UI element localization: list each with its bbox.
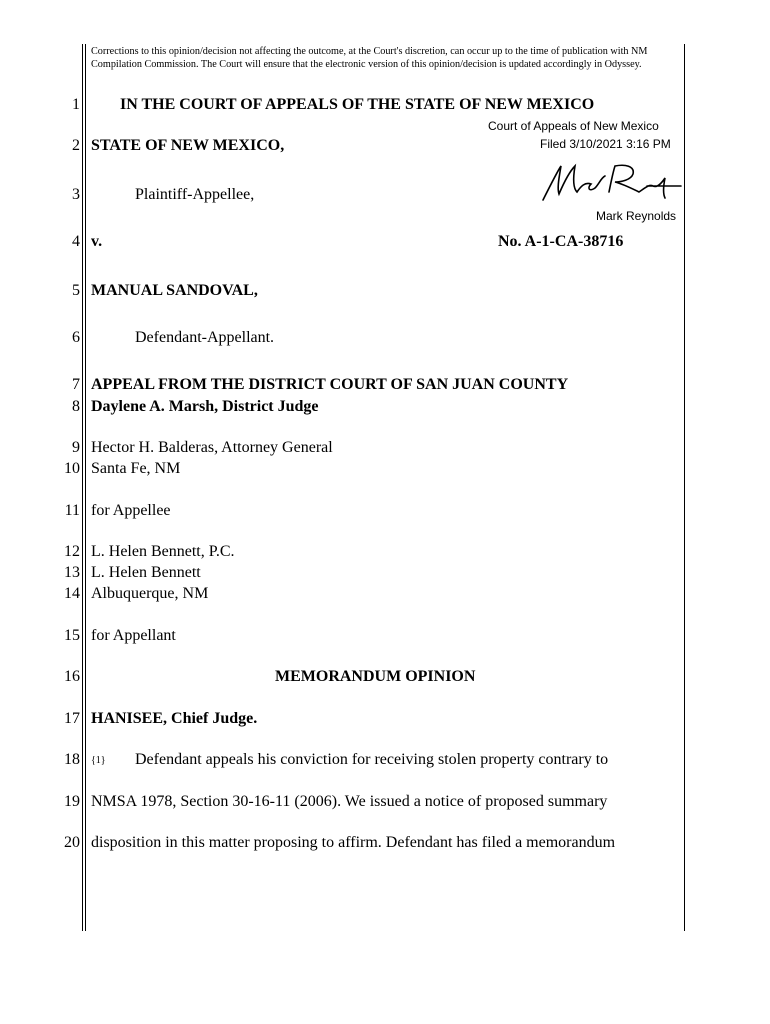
appellant-counsel-name: L. Helen Bennett <box>91 564 201 581</box>
opinion-author: HANISEE, Chief Judge. <box>91 710 258 727</box>
line-number: 3 <box>72 186 80 203</box>
line-number: 14 <box>64 585 80 602</box>
corrections-notice: Corrections to this opinion/decision not affecting the outcome, at the Court's discretion, can occur up to the time of publication with NM Compilation Commission. The Court will ensure that the electronic version of this opinion/decision is updated accordingly in Odyssey. <box>91 46 648 70</box>
body-line-20: disposition in this matter proposing to affirm. Defendant has filed a memorandum <box>91 834 616 851</box>
left-margin-rule-outer <box>82 44 83 931</box>
body-line-19: NMSA 1978, Section 30-16-11 (2006). We issued a notice of proposed summary <box>91 793 608 810</box>
left-margin-rule-inner <box>85 44 86 931</box>
line-number: 11 <box>64 502 80 519</box>
appeal-heading: APPEAL FROM THE DISTRICT COURT OF SAN JUAN COUNTY <box>91 376 569 393</box>
plaintiff-role: Plaintiff-Appellee, <box>135 186 255 203</box>
paragraph-marker: {1} <box>91 755 106 766</box>
appellee-counsel-name: Hector H. Balderas, Attorney General <box>91 439 333 456</box>
appellee-label: for Appellee <box>91 502 171 519</box>
appellant-label: for Appellant <box>91 627 176 644</box>
line-number: 12 <box>64 543 80 560</box>
case-number: No. A-1-CA-38716 <box>498 233 624 250</box>
opinion-title: MEMORANDUM OPINION <box>275 668 476 685</box>
district-judge: Daylene A. Marsh, District Judge <box>91 398 319 415</box>
appellant-counsel-firm: L. Helen Bennett, P.C. <box>91 543 235 560</box>
line-number: 6 <box>72 329 80 346</box>
line-number: 2 <box>72 137 80 154</box>
line-number: 1 <box>72 96 80 113</box>
appellant-counsel-city: Albuquerque, NM <box>91 585 209 602</box>
stamp-signer-name: Mark Reynolds <box>596 209 677 223</box>
court-title: IN THE COURT OF APPEALS OF THE STATE OF NEW MEXICO <box>120 96 595 113</box>
body-line-18: Defendant appeals his conviction for receiving stolen property contrary to <box>135 751 609 768</box>
stamp-filed-date: Filed 3/10/2021 3:16 PM <box>540 137 671 151</box>
defendant-role: Defendant-Appellant. <box>135 329 275 346</box>
line-number: 7 <box>72 376 80 393</box>
line-number: 15 <box>64 627 80 644</box>
line-number: 20 <box>64 834 80 851</box>
line-number: 8 <box>72 398 80 415</box>
stamp-court-name: Court of Appeals of New Mexico <box>488 119 659 133</box>
line-number: 10 <box>64 460 80 477</box>
line-number: 4 <box>72 233 80 250</box>
line-number: 13 <box>64 564 80 581</box>
line-number: 17 <box>64 710 80 727</box>
defendant-name: MANUAL SANDOVAL, <box>91 282 258 299</box>
line-number: 16 <box>64 668 80 685</box>
versus: v. <box>91 233 103 250</box>
appellee-counsel-city: Santa Fe, NM <box>91 460 181 477</box>
line-number: 9 <box>72 439 80 456</box>
line-number: 5 <box>72 282 80 299</box>
line-number: 18 <box>64 751 80 768</box>
line-number: 19 <box>64 793 80 810</box>
clerk-signature <box>535 158 685 208</box>
plaintiff-name: STATE OF NEW MEXICO, <box>91 137 285 154</box>
